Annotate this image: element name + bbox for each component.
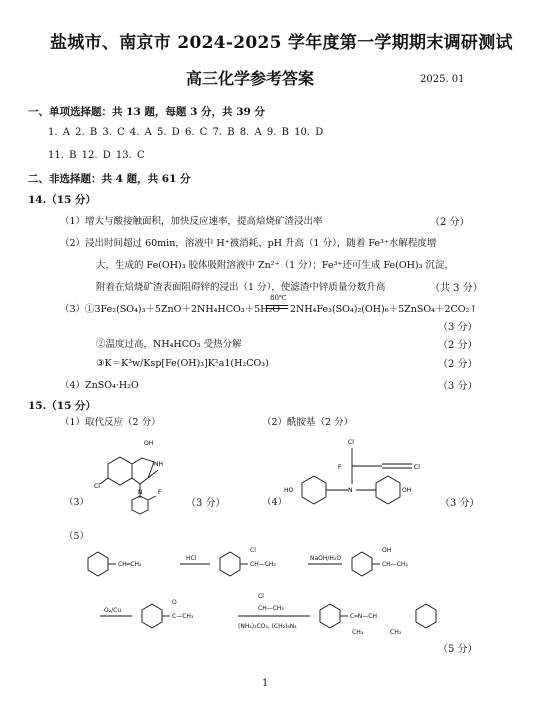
mol1-n: N [138, 489, 143, 496]
page-number: 1 [262, 678, 269, 689]
mol2-f: F [338, 464, 342, 471]
q14-2-line1: （2）浸出时间超过 60min，溶液中 H⁺被消耗、pH 升高（1 分），随着 Fe³⁺水解程度增 [60, 238, 437, 249]
synth-ch3-b: CH₃ [390, 629, 402, 636]
q15-3-score: （3 分） [186, 498, 226, 509]
synth-reagent-bottom: (NH₄)₂CO₃, (CH₂)₆N₄ [238, 623, 297, 630]
synth-o2cu: O₂/Cu [104, 607, 122, 614]
q15-4-score: （3 分） [440, 498, 480, 509]
q15-4-label: （4） [262, 497, 288, 508]
synth-chch3-2: CH—CH₃ [382, 561, 408, 568]
exam-title: 盐城市、南京市 2024-2025 学年度第一学期期末调研测试 [50, 33, 513, 53]
q14-label: 14.（15 分） [28, 194, 97, 206]
synth-product: C═N—CH [350, 613, 377, 620]
q14-3-equation-left: （3）①3Fe₂(SO₄)₃＋5ZnO＋2NH₄HCO₃＋5H₂O [60, 304, 280, 315]
synth-cl1: Cl [250, 547, 256, 554]
exam-date: 2025. 01 [420, 74, 465, 85]
part1-answers-row1: 1. A 2. B 3. C 4. A 5. D 6. C 7. B 8. A 9. B 10. D [48, 127, 324, 138]
q15-label: 15.（15 分） [28, 400, 97, 412]
synth-c-ch3: C—CH₃ [172, 613, 194, 620]
synth-ch3-a: CH₃ [352, 629, 364, 636]
part2-heading: 二、非选择题：共 4 题，共 61 分 [28, 173, 191, 185]
q14-3-condition: 80℃ [270, 294, 287, 302]
q15-4-structure [282, 428, 452, 518]
q15-5-label: （5） [64, 531, 90, 542]
mol1-cl: Cl [94, 483, 100, 490]
synth-reagent-cl: Cl [258, 593, 264, 600]
mol1-nh: NH [154, 461, 163, 468]
part1-heading: 一、单项选择题：共 13 题，每题 3 分，共 39 分 [28, 106, 265, 118]
q14-3-3-score: （2 分） [438, 359, 478, 370]
synth-naoh: NaOH/H₂O [310, 555, 342, 562]
q14-1-score: （2 分） [430, 217, 470, 228]
synth-oh1: OH [382, 547, 392, 554]
q14-3-2-answer: ②温度过高，NH₄HCO₃ 受热分解 [96, 339, 242, 350]
answer-key-title: 高三化学参考答案 [186, 69, 315, 88]
mol2-cl-right: Cl [414, 464, 420, 471]
q14-3-2-score: （2 分） [438, 340, 478, 351]
q14-2-line2: 大，生成的 Fe(OH)₃ 胶体吸附溶液中 Zn²⁺（1 分）；Fe³⁺还可生成 Fe(OH)₃ 沉淀， [96, 260, 454, 271]
q14-3-equation-right: 2NH₄Fe₃(SO₄)₂(OH)₆＋5ZnSO₄＋2CO₂↑ [290, 304, 478, 315]
q15-5-synthesis-route [80, 540, 480, 650]
q14-2-score: （共 3 分） [430, 283, 483, 294]
q14-1-answer: （1）增大与酸接触面积，加快反应速率，提高焙烧矿渣浸出率 [60, 216, 323, 227]
q15-3-label: （3） [64, 497, 90, 508]
q14-4-answer: （4）ZnSO₄·H₂O [60, 380, 139, 391]
mol1-f: F [158, 489, 162, 496]
synth-o: O [172, 599, 177, 606]
q14-4-score: （3 分） [438, 381, 478, 392]
q14-3-score1: （3 分） [438, 322, 478, 333]
mol2-cl-top: Cl [348, 439, 354, 446]
synth-chch3-1: CH—CH₃ [250, 561, 276, 568]
mol1-oh: OH [144, 440, 154, 447]
mol2-oh: OH [402, 487, 412, 494]
q15-3-structure [92, 428, 192, 528]
mol2-ho: HO [284, 487, 294, 494]
q14-3-equals-sign [266, 305, 288, 309]
synth-hcl: HCl [186, 555, 197, 562]
q15-5-score: （5 分） [438, 644, 478, 655]
part1-answers-row2: 11. B 12. D 13. C [48, 150, 145, 161]
q14-2-line3: 附着在焙烧矿渣表面阻碍锌的浸出（1 分），使滤渣中锌质量分数升高 [96, 282, 386, 293]
mol2-n: N [348, 487, 353, 494]
synth-vinyl: CH═CH₂ [118, 561, 142, 568]
q14-3-3-answer: ③K＝K³w/Ksp[Fe(OH)₃]K²a1(H₂CO₃) [96, 358, 269, 369]
q15-1-answer: （1）取代反应（2 分） [60, 417, 161, 428]
synth-reagent-top: CH—CH₃ [258, 605, 284, 612]
q15-2-answer: （2）酰胺基（2 分） [262, 417, 354, 428]
